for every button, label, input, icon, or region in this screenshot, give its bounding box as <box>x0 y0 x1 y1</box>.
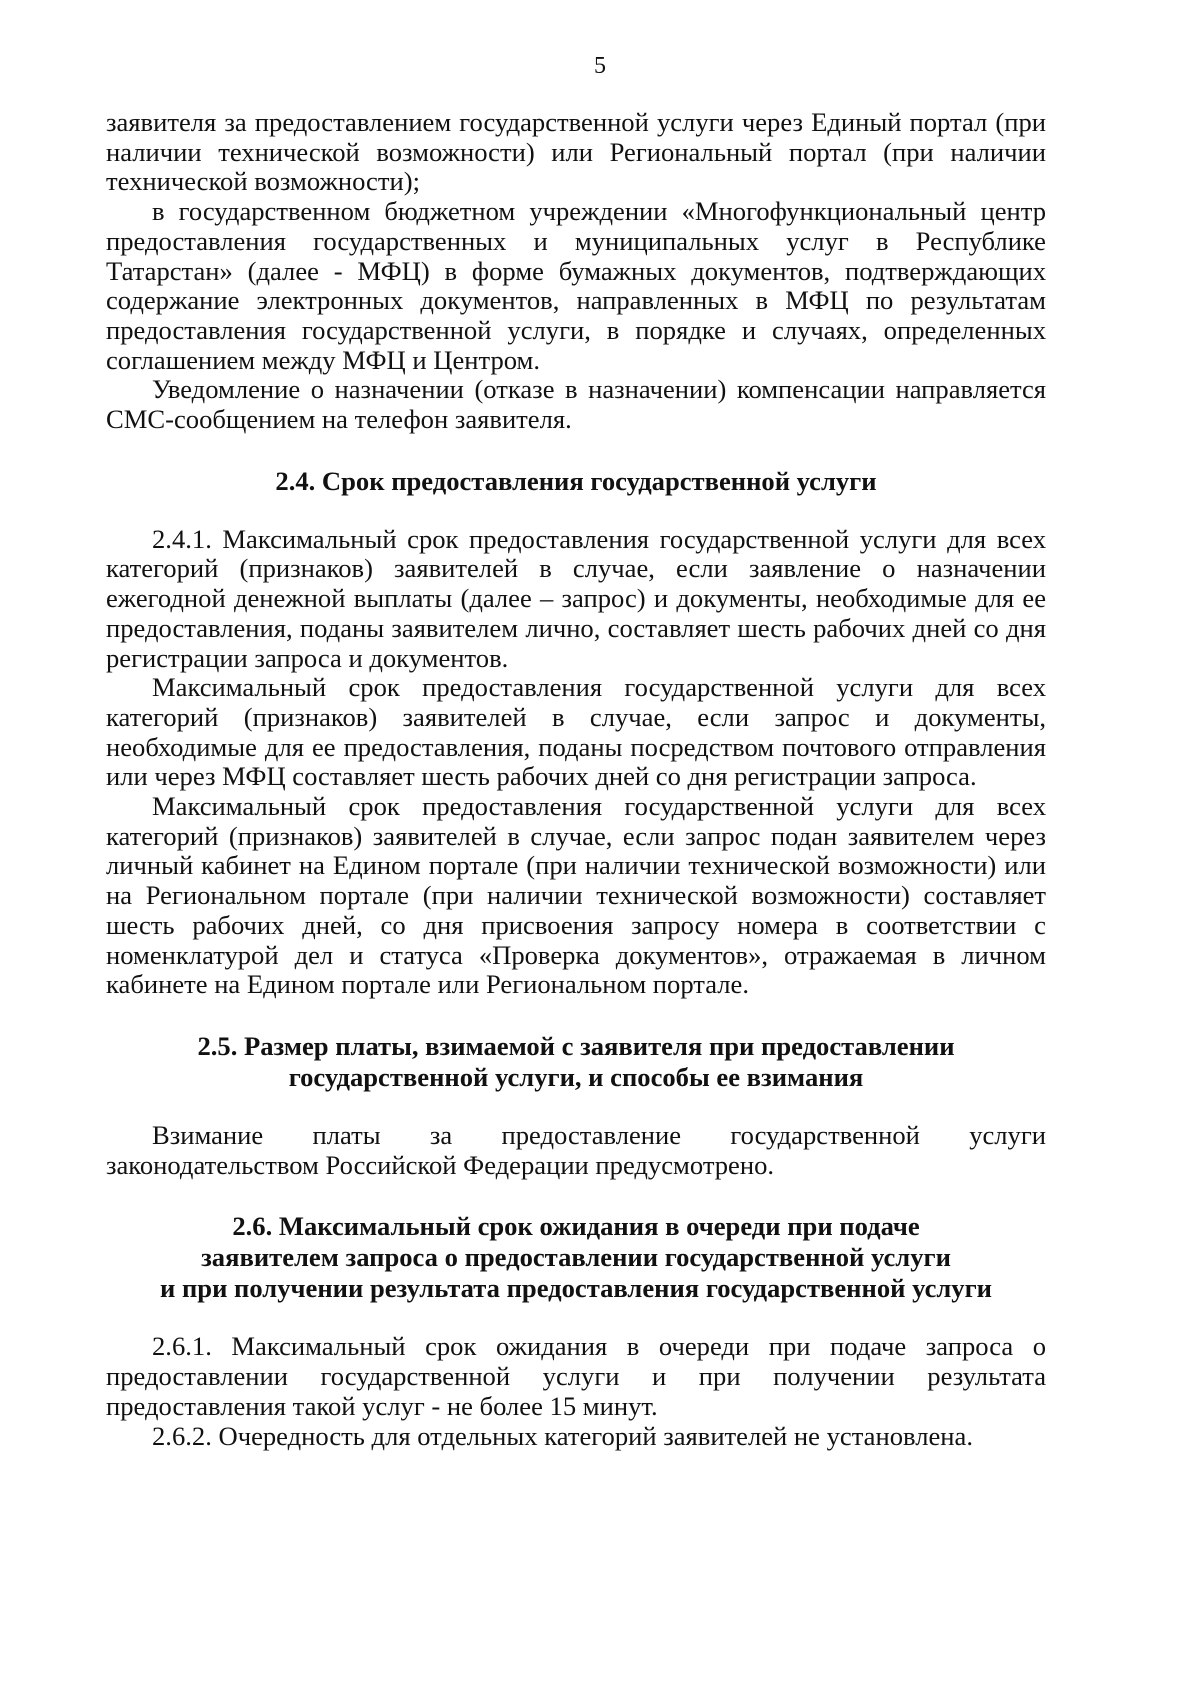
heading-line: 2.6. Максимальный срок ожидания в очереди при подаче <box>232 1211 920 1242</box>
spacer <box>106 1304 1046 1332</box>
page-number: 5 <box>594 53 606 79</box>
paragraph-continuation: заявителя за предоставлением государственной услуги через Единый портал (при наличии технической возможности) или Региональный портал (при наличии технической возможности); <box>106 107 1046 197</box>
heading-line: 2.5. Размер платы, взимаемой с заявителя при предоставлении <box>197 1030 955 1061</box>
paragraph-postal-mfc: Максимальный срок предоставления государственной услуги для всех категорий (признаков) заявителей в случае, если запрос и документы, необходимые для ее предоставления, поданы посредством почтового отправления или через МФЦ составляет шесть рабочих дней со дня регистрации запроса. <box>106 672 1046 792</box>
section-heading-2-4 <box>106 466 1046 497</box>
document-body <box>106 108 1046 1451</box>
paragraph-2-4-1: 2.4.1. Максимальный срок предоставления государственной услуги для всех категорий (признаков) заявителей в случае, если заявление о назначении ежегодной денежной выплаты (далее – запрос) и документы, необходимые для ее предоставления, поданы заявителем лично, составляет шесть рабочих дней со дня регистрации запроса и документов. <box>106 523 1046 673</box>
paragraph-sms-notice: Уведомление о назначении (отказе в назначении) компенсации направляется СМС-сообщением на телефон заявителя. <box>106 374 1046 435</box>
spacer <box>106 1000 1046 1031</box>
paragraph-2-6-1: 2.6.1. Максимальный срок ожидания в очереди при подаче запроса о предоставлении государственной услуги и при получении результата предоставления такой услуг - не более 15 минут. <box>106 1331 1046 1421</box>
paragraph-mfc: в государственном бюджетном учреждении «Многофункциональный центр предоставления государственных и муниципальных услуг в Республике Татарстан» (далее - МФЦ) в форме бумажных документов, подтверждающих содержание электронных документов, направленных в МФЦ по результатам предоставления государственной услуги, в порядке и случаях, определенных соглашением между МФЦ и Центром. <box>106 196 1046 375</box>
heading-line: государственной услуги, и способы ее взимания <box>288 1061 864 1092</box>
paragraph-fee: Взимание платы за предоставление государственной услуги законодательством Российской Федерации предусмотрено. <box>106 1119 1046 1180</box>
spacer <box>106 435 1046 466</box>
paragraph-portal: Максимальный срок предоставления государственной услуги для всех категорий (признаков) заявителей в случае, если запрос подан заявителем через личный кабинет на Едином портале (при наличии технической возможности) или на Региональном портале (при наличии технической возможности) составляет шесть рабочих дней, со дня присвоения запросу номера в соответствии с номенклатурой дел и статуса «Проверка документов», отражаемая в личном кабинете на Едином портале или Региональном портале. <box>106 791 1046 1000</box>
section-heading-2-5 <box>106 1031 1046 1093</box>
heading-line: и при получении результата предоставления государственной услуги <box>159 1273 992 1304</box>
heading-line: заявителем запроса о предоставлении государственной услуги <box>201 1242 951 1273</box>
paragraph-2-6-2: 2.6.2. Очередность для отдельных категорий заявителей не установлена. <box>152 1420 973 1451</box>
section-heading-2-6 <box>106 1211 1046 1304</box>
spacer <box>106 497 1046 525</box>
heading-line: 2.4. Срок предоставления государственной услуги <box>275 465 877 496</box>
spacer <box>106 1180 1046 1211</box>
spacer <box>106 1093 1046 1121</box>
